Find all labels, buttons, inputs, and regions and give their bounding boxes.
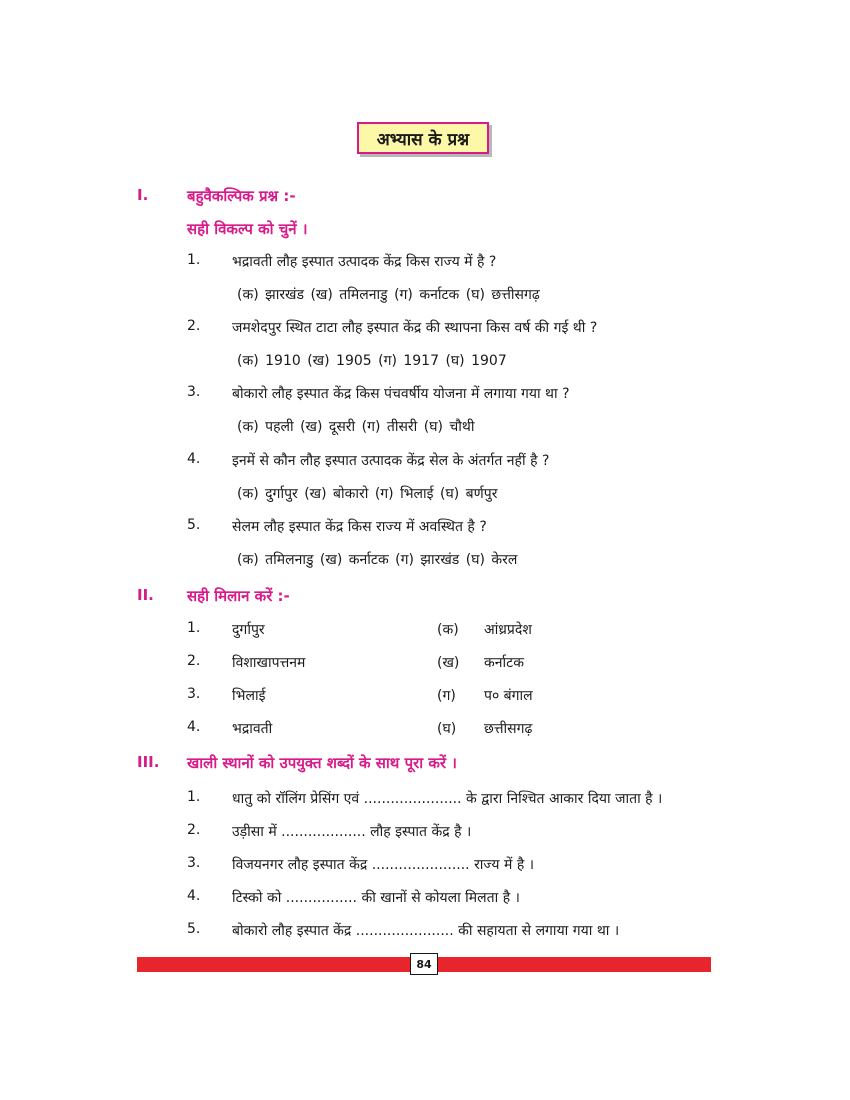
mcq-question-number: 4. <box>187 451 201 467</box>
section-match-title: सही मिलान करें :- <box>187 587 290 605</box>
fill-item-number: 5. <box>187 921 201 937</box>
fill-item-number: 2. <box>187 822 201 838</box>
mcq-options: (क) झारखंड (ख) तमिलनाडु (ग) कर्नाटक (घ) छत्तीसगढ़ <box>237 287 540 303</box>
mcq-options: (क) 1910 (ख) 1905 (ग) 1917 (घ) 1907 <box>237 353 507 369</box>
mcq-question-text: जमशेदपुर स्थित टाटा लौह इस्पात केंद्र की स्थापना किस वर्ष की गई थी ? <box>232 320 598 336</box>
fill-item-number: 3. <box>187 855 201 871</box>
match-key: (ख) <box>437 655 460 671</box>
mcq-question-text: भद्रावती लौह इस्पात उत्पादक केंद्र किस राज्य में है ? <box>232 254 497 270</box>
match-right-item: छत्तीसगढ़ <box>484 721 533 737</box>
section-mcq-title: बहुवैकल्पिक प्रश्न :- <box>187 187 296 205</box>
mcq-question-number: 5. <box>187 517 201 533</box>
match-row-number: 4. <box>187 719 201 735</box>
mcq-question-number: 3. <box>187 384 201 400</box>
match-left-item: विशाखापत्तनम <box>232 655 306 671</box>
match-row-number: 3. <box>187 686 201 702</box>
match-row-number: 2. <box>187 653 201 669</box>
fill-item-text: बोकारो लौह इस्पात केंद्र ...................... की सहायता से लगाया गया था । <box>232 923 620 939</box>
fill-item-number: 1. <box>187 789 201 805</box>
section-match-number: II. <box>137 586 154 604</box>
match-right-item: कर्नाटक <box>484 655 524 671</box>
fill-item-text: धातु को रॉलिंग प्रेसिंग एवं ...................... के द्वारा निश्चित आकार दिया जाता है । <box>232 791 663 807</box>
match-row-number: 1. <box>187 620 201 636</box>
match-left-item: भिलाई <box>232 688 266 704</box>
mcq-question-text: सेलम लौह इस्पात केंद्र किस राज्य में अवस्थित है ? <box>232 519 487 535</box>
mcq-question-number: 1. <box>187 252 201 268</box>
exercise-title: अभ्यास के प्रश्न <box>376 129 470 150</box>
exercise-title-box <box>357 122 489 154</box>
page-number-box <box>410 953 438 975</box>
section-mcq-number: I. <box>137 186 149 204</box>
page-number: 84 <box>416 957 432 971</box>
match-right-item: प० बंगाल <box>484 688 533 704</box>
fill-item-text: टिस्को को ................ की खानों से कोयला मिलता है । <box>232 890 520 906</box>
match-left-item: भद्रावती <box>232 721 273 737</box>
match-key: (घ) <box>437 721 457 737</box>
fill-item-text: विजयनगर लौह इस्पात केंद्र ...................... राज्य में है । <box>232 857 535 873</box>
match-key: (ग) <box>437 688 456 704</box>
match-right-item: आंध्रप्रदेश <box>484 622 532 638</box>
mcq-options: (क) तमिलनाडु (ख) कर्नाटक (ग) झारखंड (घ) केरल <box>237 552 518 568</box>
mcq-question-text: बोकारो लौह इस्पात केंद्र किस पंचवर्षीय योजना में लगाया गया था ? <box>232 386 570 402</box>
mcq-question-text: इनमें से कौन लौह इस्पात उत्पादक केंद्र सेल के अंतर्गत नहीं है ? <box>232 453 550 469</box>
mcq-options: (क) दुर्गापुर (ख) बोकारो (ग) भिलाई (घ) बर्णपुर <box>237 486 498 502</box>
mcq-options: (क) पहली (ख) दूसरी (ग) तीसरी (घ) चौथी <box>237 419 475 435</box>
match-left-item: दुर्गापुर <box>232 622 265 638</box>
section-fill-title: खाली स्थानों को उपयुक्त शब्दों के साथ पूरा करें । <box>187 754 457 772</box>
match-key: (क) <box>437 622 459 638</box>
fill-item-text: उड़ीसा में ................... लौह इस्पात केंद्र है । <box>232 824 472 840</box>
section-mcq-subtitle: सही विकल्प को चुनें । <box>187 220 308 238</box>
fill-item-number: 4. <box>187 888 201 904</box>
mcq-question-number: 2. <box>187 318 201 334</box>
section-fill-number: III. <box>137 753 160 771</box>
